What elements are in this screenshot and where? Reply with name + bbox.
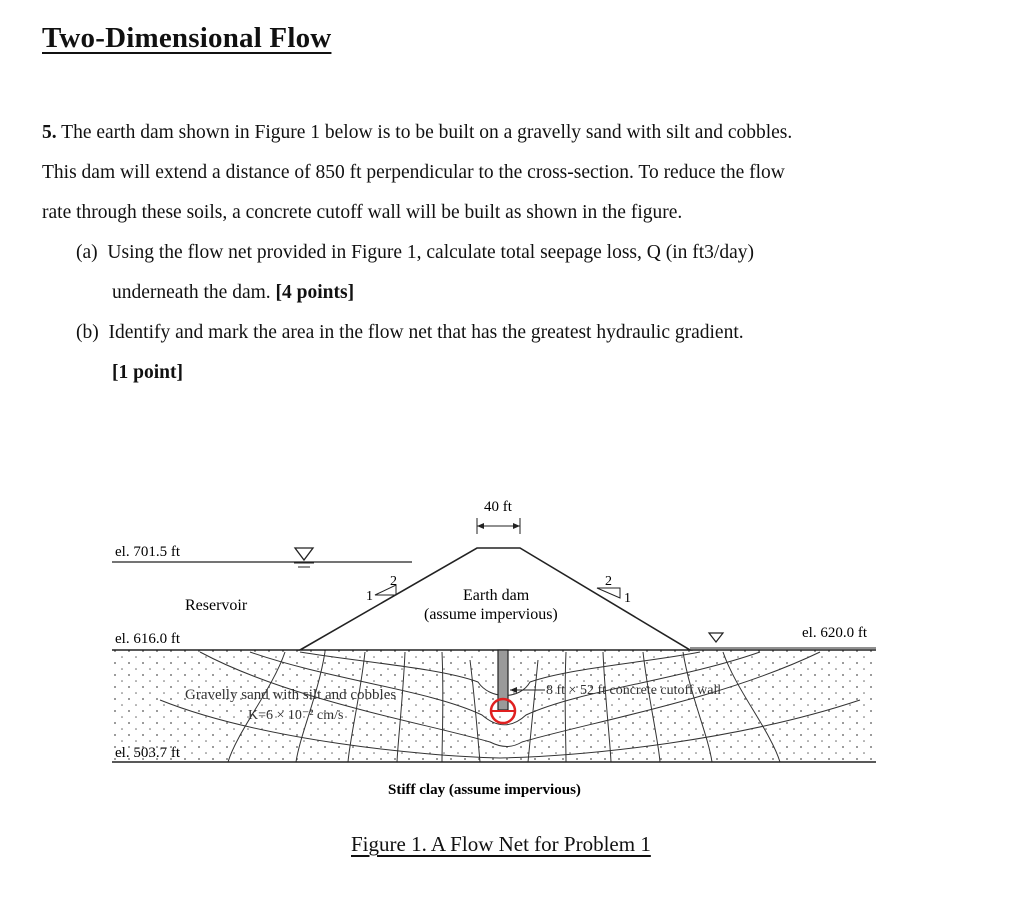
- question-a-text: Using the flow net provided in Figure 1, calculate total seepage loss, Q (in ft3/day): [107, 242, 754, 263]
- page-title: Two-Dimensional Flow: [42, 22, 332, 54]
- question-b-label: (b): [76, 322, 99, 343]
- water-level-marker-right: [709, 633, 723, 642]
- clay-label: Stiff clay (assume impervious): [388, 782, 581, 798]
- question-b: [76, 313, 996, 393]
- cutoff-label: 8 ft × 52 ft concrete cutoff wall: [546, 683, 722, 698]
- permeability-label: K=6 × 10⁻² cm/s: [248, 708, 344, 723]
- problem-number: 5.: [42, 122, 57, 143]
- reservoir-label: Reservoir: [185, 597, 248, 614]
- soil-label: Gravelly sand with silt and cobbles: [185, 687, 397, 703]
- crest-width-label: 40 ft: [484, 499, 512, 515]
- el-ground-left-label: el. 616.0 ft: [115, 631, 180, 647]
- question-b-points: [1 point]: [112, 362, 183, 383]
- question-a-label: (a): [76, 242, 98, 263]
- el-bottom-label: el. 503.7 ft: [115, 745, 180, 761]
- question-a: [76, 233, 996, 313]
- slope-v-right: 2: [605, 574, 612, 589]
- el-reservoir-label: el. 701.5 ft: [115, 544, 180, 560]
- intro-line-2: This dam will extend a distance of 850 ft perpendicular to the cross-section. To reduce the flow: [42, 162, 785, 183]
- soil-layer: [112, 650, 876, 762]
- question-a-text-cont: underneath the dam.: [112, 282, 271, 303]
- question-b-text: Identify and mark the area in the flow net that has the greatest hydraulic gradient.: [108, 322, 744, 343]
- slope-v-left: 2: [390, 574, 397, 589]
- dam-label-2: (assume impervious): [424, 606, 558, 623]
- cutoff-wall: [498, 650, 508, 710]
- water-level-marker-left: [294, 548, 314, 567]
- figure-caption: Figure 1. A Flow Net for Problem 1: [351, 832, 651, 856]
- dam-label-1: Earth dam: [463, 587, 530, 604]
- el-ground-right-label: el. 620.0 ft: [802, 625, 867, 641]
- flow-net-figure: [0, 486, 1024, 826]
- slope-h-left: 1: [366, 589, 373, 604]
- question-a-points: [4 points]: [275, 282, 355, 303]
- slope-h-right: 1: [624, 591, 631, 606]
- intro-line-3: rate through these soils, a concrete cutoff wall will be built as shown in the figure.: [42, 202, 683, 223]
- problem-intro: [42, 113, 1002, 233]
- crest-dimension: [477, 518, 520, 534]
- intro-line-1: The earth dam shown in Figure 1 below is to be built on a gravelly sand with silt and cobbles.: [61, 122, 793, 143]
